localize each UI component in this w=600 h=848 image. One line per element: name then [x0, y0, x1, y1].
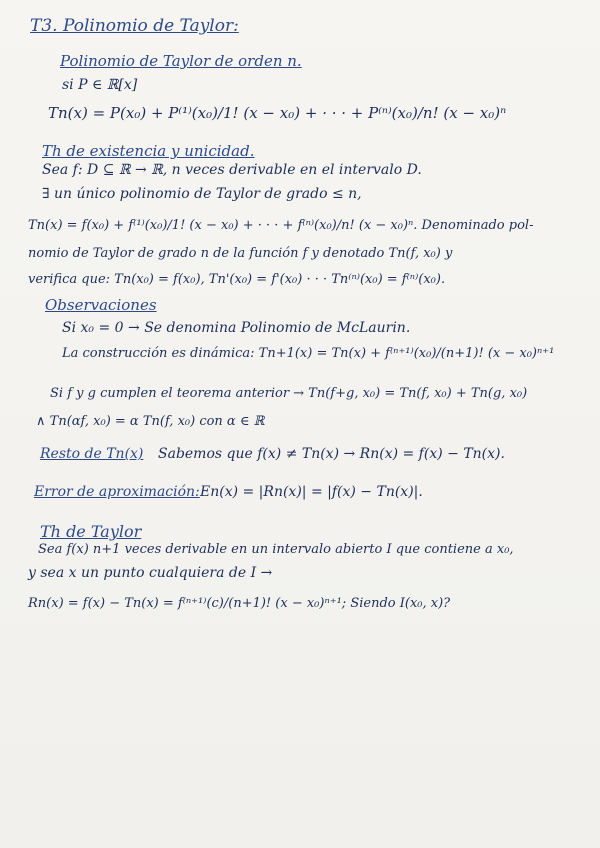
text-line: Sea f(x) n+1 veces derivable en un intervalo abierto I que contiene a x₀,: [38, 542, 514, 557]
section-heading-observations: Observaciones: [45, 296, 157, 314]
page-title: T3. Polinomio de Taylor:: [30, 16, 239, 36]
section-heading-taylor-polynomial: Polinomio de Taylor de orden n.: [60, 52, 302, 70]
text-line: Si x₀ = 0 → Se denomina Polinomio de McLaurin.: [62, 320, 411, 336]
formula-taylor-definition: Tn(x) = f(x₀) + f⁽¹⁾(x₀)/1! (x − x₀) + · · · + f⁽ⁿ⁾(x₀)/n! (x − x₀)ⁿ. Denominado pol-: [28, 218, 534, 233]
section-heading-taylor-theorem: Th de Taylor: [40, 522, 142, 541]
formula-taylor-polynomial: Tn(x) = P(x₀) + P⁽¹⁾(x₀)/1! (x − x₀) + · · · + P⁽ⁿ⁾(x₀)/n! (x − x₀)ⁿ: [48, 104, 507, 122]
text-line: si P ∈ ℝ[x]: [62, 77, 138, 93]
text-line: y sea x un punto cualquiera de I →: [28, 565, 273, 581]
section-heading-approximation-error: Error de aproximación:: [34, 484, 200, 500]
text-line: ∃ un único polinomio de Taylor de grado ≤ n,: [42, 186, 362, 202]
text-line: verifica que: Tn(x₀) = f(x₀), Tn'(x₀) = f'(x₀) · · · Tn⁽ⁿ⁾(x₀) = f⁽ⁿ⁾(x₀).: [28, 272, 446, 287]
formula-dynamic-construction: La construcción es dinámica: Tn+1(x) = Tn(x) + f⁽ⁿ⁺¹⁾(x₀)/(n+1)! (x − x₀)ⁿ⁺¹: [62, 346, 555, 361]
text-line: Si f y g cumplen el teorema anterior → Tn(f+g, x₀) = Tn(f, x₀) + Tn(g, x₀): [50, 386, 528, 401]
text-line: Sea f: D ⊆ ℝ → ℝ, n veces derivable en el intervalo D.: [42, 162, 422, 178]
text-line: ∧ Tn(αf, x₀) = α Tn(f, x₀) con α ∈ ℝ: [36, 414, 265, 429]
section-heading-existence-uniqueness: Th de existencia y unicidad.: [42, 142, 255, 160]
section-heading-remainder: Resto de Tn(x): [40, 446, 144, 462]
formula-remainder-lagrange: Rn(x) = f(x) − Tn(x) = f⁽ⁿ⁺¹⁾(c)/(n+1)! (x − x₀)ⁿ⁺¹; Siendo I(x₀, x)?: [28, 596, 451, 611]
text-line: Sabemos que f(x) ≠ Tn(x) → Rn(x) = f(x) − Tn(x).: [158, 446, 505, 462]
formula-error: En(x) = |Rn(x)| = |f(x) − Tn(x)|.: [200, 484, 423, 500]
text-line: nomio de Taylor de grado n de la función f y denotado Tn(f, x₀) y: [28, 246, 453, 261]
